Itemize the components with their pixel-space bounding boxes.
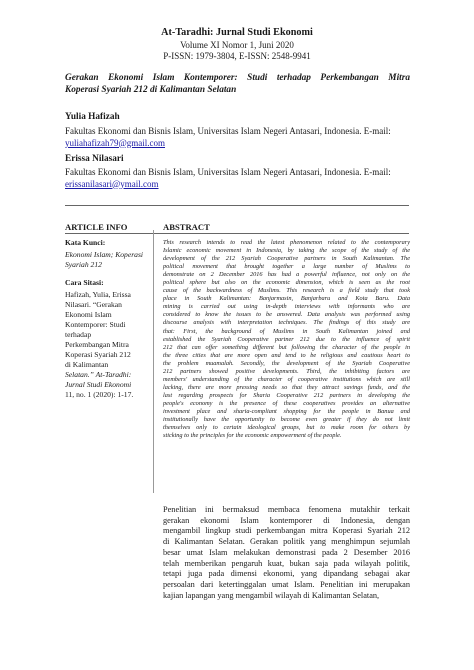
author-name: Erissa Nilasari [65,154,124,164]
separator-rule [65,205,409,206]
citation-line [65,370,147,380]
abstract-line: investment place and sharia-compliant shopping for the people in Banua and [163,407,410,415]
abstract-line: that: First, the background of Muslims in South Kalimantan joined and [163,327,410,335]
abstract-line: themselves only to certain ideological groups, but to make room for others by [163,424,410,432]
citation-journal: Selatan.” At-Taradhi: [65,370,132,379]
abstract-line: lacking, there are more pressing needs so that they attract savings funds, and the [163,383,410,391]
author-name: Yulia Hafizah [65,112,120,122]
citation-line: Nilasari. “Gerakan [65,300,122,309]
abstract-text [163,239,410,440]
journal-volume: Volume XI Nomor 1, Juni 2020 [180,40,294,50]
abstract-line: demonstrate on 2 December 2016 has had a powerful influence, not only on the [163,271,410,279]
body-line: mengambil lingkup studi perkembangan mitra Koperasi Syariah 212 [163,526,410,536]
author-affiliation [65,126,417,149]
abstract-line: sticking to the principles for the economic empowerment of the people. [163,432,342,440]
abstract-line: 212 partners showed positive developments. Third, the inhibiting factors are [163,367,410,375]
abstract-line: This research intends to read the latest phenomenon related to the contemporary [163,239,410,246]
abstract-line: the problem muamalah. Secondly, the development of the Syariah Cooperative [163,359,410,367]
body-line: tetapi juga pada dimensi ekonomi, yang dipandang sebagai akar [163,569,410,579]
abstract-heading: ABSTRACT [163,222,210,232]
abstract-line: institutionally have the opportunity to become even greater if they do not limit [163,416,410,424]
citation-line: Kontemporer: Studi [65,320,126,329]
abstract-line: development of the 212 Syariah Cooperative partners in South Kalimantan. The [163,255,410,263]
keywords-label: Kata Kunci: [65,238,106,247]
body-line: besar umat Islam melakukan demonstrasi pada 2 Desember 2016 [163,547,410,557]
title-line: Gerakan Ekonomi Islam Kontemporer: Studi terhadap Perkembangan Mitra [65,73,410,83]
abstract-line: cause of the backwardness of Muslims. This research is a field study that took [163,287,410,295]
citation-line: 11, no. 1 (2020): 1-17. [65,390,134,399]
body-line: telah memberikan pengaruh kuat, bukan saja pada wilayah politik, [163,558,410,568]
body-paragraph [163,505,410,601]
citation-line: Koperasi Syariah 212 [65,350,131,359]
abstract-line: political movement that brought together a large number of Muslims to [163,263,410,271]
citation-line: Jurnal Studi Ekonomi [65,380,132,389]
column-divider [153,230,154,493]
body-line: gerakan ekonomi Islam kontemporer di Indonesia, dengan [163,515,410,525]
abstract-line: considered to know the issues to be answered. Data analysis was performed using [163,311,410,319]
abstract-line: place in South Kalimantan: Banjarmasin, Banjarbaru and Kota Baru. Data [163,295,410,303]
affiliation-text: Fakultas Ekonomi dan Bisnis Islam, Universitas Islam Negeri Antasari, Indonesia. E-mail: [65,167,391,177]
body-line: persoalan dari ketertinggalan umat Islam. Penelitian ini merupakan [163,579,410,589]
body-line: di Kalimantan Selatan. Gerakan politik yang menghimpun sejumlah [163,537,410,547]
keywords [65,250,147,270]
author-affiliation [65,167,417,190]
citation-line: terhadap [65,330,92,339]
citation-text [65,290,147,400]
author-email-link[interactable]: yuliahafizah79@gmail.com [65,137,166,148]
citation-line: Perkembangan Mitra [65,340,129,349]
abstract-line: political sphere but also on the economic dimension, which is seen as the root [163,279,410,287]
citation-label: Cara Sitasi: [65,278,104,287]
citation-line: di Kalimantan [65,360,109,369]
keywords-line: Syariah 212 [65,260,102,269]
abstract-line: members' understanding of the character of cooperative institutions which are still [163,375,410,383]
affiliation-text: Fakultas Ekonomi dan Bisnis Islam, Universitas Islam Negeri Antasari, Indonesia. E-mail: [65,126,391,136]
separator-rule [65,233,409,234]
journal-name: At-Taradhi: Jurnal Studi Ekonomi [161,27,313,38]
keywords-line: Ekonomi Islam; Koperasi [65,250,144,259]
journal-issn: P-ISSN: 1979-3804, E-ISSN: 2548-9941 [163,51,311,61]
abstract-line: last regarding prospects for Sharia Cooperative 212 partners in developing the [163,391,410,399]
body-line: kajian lapangan yang mengambil wilayah di Kalimantan Selatan, [163,590,380,600]
title-line: Koperasi Syariah 212 di Kalimantan Selatan [65,85,237,95]
abstract-line: mining is carried out using in-depth interviews with informants who are [163,303,410,311]
abstract-line: people's economy is the presence of these cooperatives provides an alternative [163,399,410,407]
citation-line: Hafizah, Yulia, Erissa [65,290,131,299]
abstract-line: discourse analysis with interpretation techniques. The findings of this study are [163,319,410,327]
author-email-link[interactable]: erissanilasari@ymail.com [65,178,159,189]
citation-line: Ekonomi Islam [65,310,112,319]
abstract-line: the three cities that are more open and tend to be religious and cautious heart to [163,351,410,359]
abstract-line: established the Syariah Cooperative partner 212 due to the influence of spirit [163,335,410,343]
body-line: Penelitian ini bermaksud membaca fenomena mutakhir terkait [163,505,410,514]
article-title [65,72,410,96]
article-info-heading: ARTICLE INFO [65,222,128,232]
abstract-line: Islamic economic movement in Indonesia, by taking the scope of the study of the [163,247,410,255]
abstract-line: 212 that can offer something different but following the character of the people in [163,343,410,351]
